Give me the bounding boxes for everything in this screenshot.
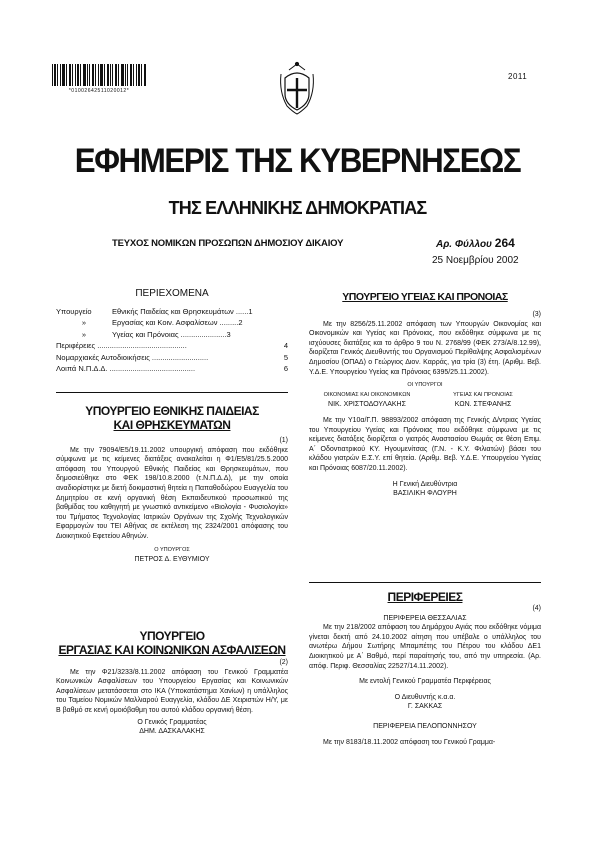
- toc-row-label: Νομαρχιακές Αυτοδιοικήσεις ...........................: [56, 352, 209, 362]
- toc: [56, 288, 288, 374]
- region-title: ΠΕΡΙΦΕΡΕΙΑ ΠΕΛΟΠΟΝΝΗΣΟΥ: [373, 722, 477, 730]
- section-regions: [309, 590, 541, 747]
- toc-row-page: 5: [283, 352, 288, 362]
- issue-type: ΤΕΥΧΟΣ ΝΟΜΙΚΩΝ ΠΡΟΣΩΠΩΝ ΔΗΜΟΣΙΟΥ ΔΙΚΑΙΟΥ: [112, 238, 344, 249]
- section-title: ΥΠΟΥΡΓΕΙΟ ΥΓΕΙΑΣ ΚΑΙ ΠΡΟΝΟΙΑΣ: [342, 291, 508, 303]
- section-title: ΥΠΟΥΡΓΕΙΟ: [139, 629, 205, 643]
- signature-name: Γ. ΣΑΚΚΑΣ: [407, 703, 443, 711]
- signature-role: Ο ΥΠΟΥΡΓΟΣ: [154, 546, 190, 553]
- toc-row[interactable]: [56, 329, 288, 340]
- toc-row-page: 4: [283, 341, 288, 351]
- toc-row-text: Εθνικής Παιδείας και Θρησκευμάτων ......1: [112, 307, 253, 316]
- toc-row[interactable]: [56, 363, 288, 374]
- signature-name: ΝΙΚ. ΧΡΙΣΤΟΔΟΥΛΑΚΗΣ: [328, 401, 406, 409]
- toc-row[interactable]: [56, 317, 288, 328]
- signature-role: ΥΓΕΙΑΣ ΚΑΙ ΠΡΟΝΟΙΑΣ: [453, 391, 513, 398]
- toc-title: ΠΕΡΙΕΧΟΜΕΝΑ: [135, 288, 209, 299]
- decision-text: Με την Φ21/3233/8.11.2002 απόφαση του Γενικού Γραμματέα Κοινωνικών Ασφαλίσεων του Υπουργείου Εργασίας και Κοινωνικών Ασφαλίσεων μετατάσσεται στο ΙΚΑ (Υποκατάστημα Χανίων) η υπάλληλος του Ταμείου Νομικών Μαλλιαρού Ευαγγελία, κλάδου ΔΕ Χειριστών Η/Υ, με Β βαθμό σε κενή ομοιόβαθμη του αυτού κλάδου οργανική θέση.: [56, 668, 288, 714]
- toc-row-text: Εργασίας και Κοιν. Ασφαλίσεων .........2: [112, 318, 243, 328]
- section-title: ΠΕΡΙΦΕΡΕΙΕΣ: [387, 590, 463, 604]
- toc-row-text: Υγείας και Πρόνοιας ......................3: [112, 329, 231, 339]
- coat-of-arms-emblem: [277, 60, 317, 116]
- issue-number-line: [436, 236, 515, 250]
- toc-list: [56, 306, 288, 374]
- signature-role: ΟΙΚΟΝΟΜΙΑΣ ΚΑΙ ΟΙΚΟΝΟΜΙΚΩΝ: [323, 391, 411, 398]
- item-number: (1): [279, 437, 288, 444]
- decision-text: Με την 79094/Ε5/19.11.2002 υπουργική απόφαση που εκδόθηκε σύμφωνα με τις κείμενες διατάξεις ανακαλείται η Φ1/Ε5/81/25.5.2000 απόφαση του Υπουργού Εθνικής Παιδείας και Θρησκευμάτων, που δημοσιεύθηκε στο ΦΕΚ 198/10.8.2000 (τ.Ν.Π.Δ.Δ), με την οποία αναδιορίστηκε με διετή δοκιμαστική θητεία η Παπαθοδώρου Ευαγγελία του Δημητρίου σε κενή οργανική θέση Εκπαιδευτικού προσωπικού της βαθμίδας του καθηγητή με γνωστικό αντικείμενο «Βιολογία - Φυσιολογία» του Τμήματος Τεχνολογίας Ιατρικών Οργάνων της Σχολής Τεχνολογικών Εφαρμογών του ΤΕΙ Αθήνας σε εκτέλεση της 2324/2001 απόφασης του Διοικητικού Εφετείου Αθηνών.: [56, 446, 288, 540]
- section-health: [309, 290, 541, 499]
- order-line: Με εντολή Γενικού Γραμματέα Περιφέρειας: [359, 678, 491, 686]
- signature-name: ΚΩΝ. ΣΤΕΦΑΝΗΣ: [454, 401, 512, 409]
- barcode: [52, 64, 146, 86]
- signature-name: ΔΗΜ. ΔΑΣΚΑΛΑΚΗΣ: [139, 728, 205, 736]
- decision-text: Με την 8256/25.11.2002 απόφαση των Υπουργών Οικονομίας και Οικονομικών και Υγείας και Πρόνοιας, που εκδόθηκε σύμφωνα με τις ισχύουσες διατάξεις και το άρθρο 9 του Ν. 2768/99 (ΦΕΚ 273/Α/8.12.99), διορίζεται Γενικός Διευθυντής του Οργανισμού Περίθαλψης Ασφαλισμένων Δημοσίου (ΟΠΑΔ) ο Γεώργιος Διον. Καρράς, για τρία (3) έτη. (Αριθμ. Βεβ. Υ.Δ.Ε. Υπουργείου Υγείας και Πρόνοιας 6395/25.11.2002).: [309, 320, 541, 376]
- toc-row-label: »: [81, 318, 87, 328]
- issue-number: 264: [494, 236, 515, 250]
- signature-head: ΟΙ ΥΠΟΥΡΓΟΙ: [407, 382, 443, 389]
- page-number: 2011: [508, 72, 528, 81]
- toc-row[interactable]: [56, 340, 288, 351]
- item-number: (4): [532, 605, 541, 612]
- toc-row-label: Λοιπά Ν.Π.Δ.Δ. .........................................: [56, 364, 196, 374]
- region-title: ΠΕΡΙΦΕΡΕΙΑ ΘΕΣΣΑΛΙΑΣ: [383, 614, 467, 622]
- divider: [309, 582, 541, 583]
- signature-role: Η Γενική Διευθύντρια: [392, 480, 458, 488]
- toc-row-label: Υπουργείο: [56, 307, 92, 316]
- signature-role: Ο Γενικός Γραμματέας: [137, 718, 207, 726]
- gazette-subtitle: ΤΗΣ ΕΛΛΗΝΙΚΗΣ ΔΗΜΟΚΡΑΤΙΑΣ: [168, 198, 427, 218]
- issue-date: 25 Νοεμβρίου 2002: [432, 255, 519, 266]
- section-education: [56, 404, 288, 565]
- section-title: ΥΠΟΥΡΓΕΙΟ ΕΘΝΙΚΗΣ ΠΑΙΔΕΙΑΣ: [85, 404, 259, 418]
- divider: [56, 392, 288, 393]
- decision-text: Με την 218/2002 απόφαση του Δημάρχου Αγιάς που εκδόθηκε νόμιμα γίνεται δεκτή από 24.10.2002 αίτηση που υπέβαλε ο υπάλληλος του ανωτέρω Δήμου Σωτήρης Μπαμπέτης του Πέτρου του κλάδου ΔΕ1 Διοικητικού με Α΄ Βαθμό, περί παραίτησής του, από την υπηρεσία. (Αρ. απόφ. Περιφ. Θεσσαλίας 22527/14.11.2002).: [309, 624, 541, 670]
- item-number: (3): [532, 311, 541, 318]
- decision-text: Με την 8183/18.11.2002 απόφαση του Γενικού Γραμμα-: [323, 738, 496, 746]
- gazette-title: ΕΦΗΜΕΡΙΣ ΤΗΣ ΚΥΒΕΡΝΗΣΕΩΣ: [74, 142, 521, 180]
- toc-row[interactable]: [56, 306, 288, 317]
- signature-role: Ο Διευθυντής κ.α.α.: [394, 693, 456, 701]
- signature-name: ΠΕΤΡΟΣ Δ. ΕΥΘΥΜΙΟΥ: [134, 556, 210, 564]
- section-title: ΕΡΓΑΣΙΑΣ ΚΑΙ ΚΟΙΝΩΝΙΚΩΝ ΑΣΦΑΛΙΣΕΩΝ: [58, 643, 286, 657]
- toc-row[interactable]: [56, 352, 288, 363]
- section-labour: [56, 629, 288, 737]
- barcode-number: *01002642511020012*: [68, 88, 130, 94]
- issue-label: Αρ. Φύλλου: [436, 239, 492, 250]
- toc-row-label: Περιφέρειες ...........................................: [56, 341, 187, 351]
- signatures: [309, 391, 541, 410]
- decision-text: Με την Υ10α/Γ.Π. 98893/2002 απόφαση της Γενικής Δ/ντριας Υγείας του Υπουργείου Υγείας και Πρόνοιας που εκδόθηκε σύμφωνα με τις κείμενες διατάξεις διορίζεται ο γιατρός Αναστασίου Θωμάς σε θέση Επιμ. Α΄ Οδοντιατρικού ΚΥ. Ηγουμενίτσας (Γ.Ν. - Κ.Υ. Φιλιατών) βάσει του κλάδου γιατρών Ε.Σ.Υ. επί θητεία. (Αριθμ. Βεβ. Υ.Δ.Ε. Υπουργείου Υγείας και Πρόνοιας 6087/20.11.2002).: [309, 416, 541, 472]
- toc-row-label: »: [81, 329, 87, 339]
- toc-row-page: 6: [283, 364, 288, 374]
- signature-name: ΒΑΣΙΛΙΚΗ ΦΛΟΥΡΗ: [393, 490, 457, 498]
- item-number: (2): [279, 659, 288, 666]
- section-title: ΚΑΙ ΘΡΗΣΚΕΥΜΑΤΩΝ: [113, 418, 231, 432]
